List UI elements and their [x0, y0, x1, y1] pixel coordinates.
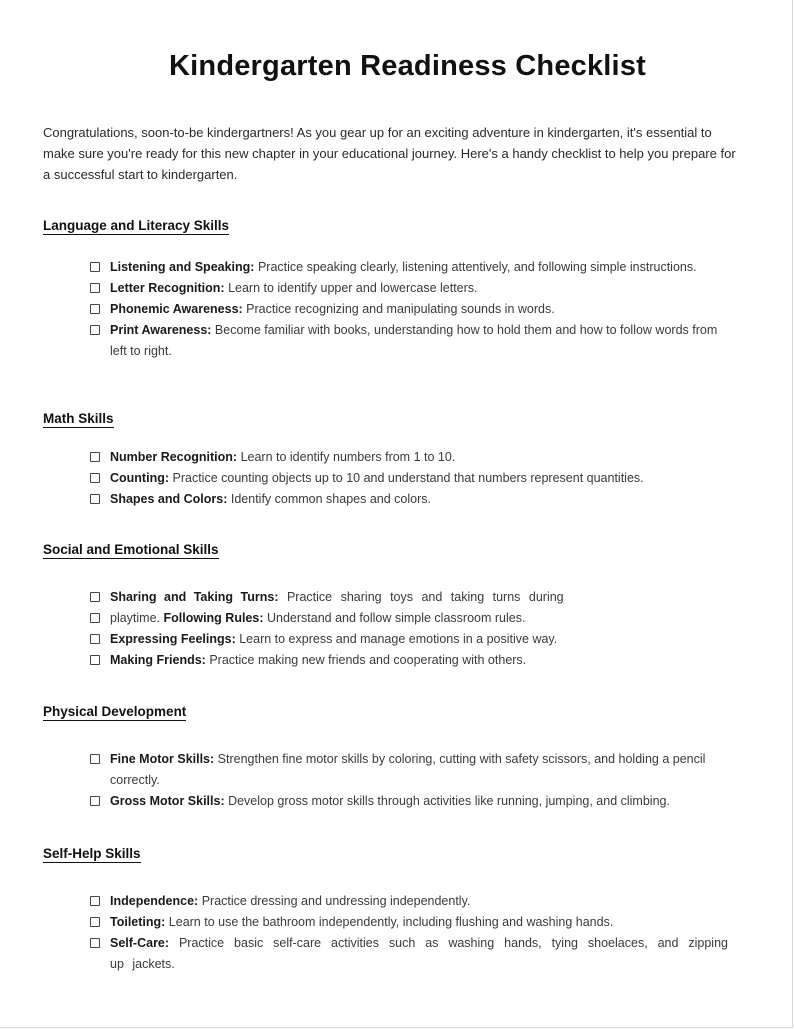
checkbox[interactable]	[90, 754, 100, 764]
item-description: Practice speaking clearly, listening attentively, and following simple instructions.	[254, 260, 697, 274]
item-label: Fine Motor Skills:	[110, 752, 215, 766]
checkbox[interactable]	[90, 262, 100, 272]
checklist-item	[88, 629, 728, 650]
checkbox[interactable]	[90, 613, 100, 623]
item-description: Strengthen fine motor skills by coloring, cutting with safety scissors, and holding a pencil correctly.	[110, 752, 706, 787]
checklist-item	[88, 278, 728, 299]
item-description: playtime.	[110, 611, 164, 625]
checkbox[interactable]	[90, 634, 100, 644]
item-label: Gross Motor Skills:	[110, 794, 225, 808]
item-label: Letter Recognition:	[110, 281, 225, 295]
section-social-emotional	[43, 541, 753, 671]
intro-paragraph: Congratulations, soon-to-be kindergartners! As you gear up for an exciting adventure in kindergarten, it's essential to make sure you're ready for this new chapter in your educational journey. Here's a handy checklist to help you prepare for a successful start to kindergarten.	[43, 125, 736, 182]
checklist	[88, 749, 728, 812]
checkbox[interactable]	[90, 494, 100, 504]
item-label: Listening and Speaking:	[110, 260, 255, 274]
checklist-item	[88, 608, 728, 629]
checkbox[interactable]	[90, 655, 100, 665]
section-heading: Math Skills	[43, 411, 114, 426]
section-language-literacy	[43, 217, 753, 362]
checklist	[88, 587, 728, 671]
checkbox[interactable]	[90, 283, 100, 293]
item-description: Practice recognizing and manipulating sounds in words.	[242, 302, 555, 316]
item-description: Practice making new friends and cooperating with others.	[205, 653, 527, 667]
checkbox[interactable]	[90, 938, 100, 948]
item-description: Practice counting objects up to 10 and understand that numbers represent quantities.	[169, 471, 644, 485]
section-physical-development	[43, 703, 753, 812]
checklist-item	[88, 468, 728, 489]
checklist-item	[88, 299, 728, 320]
item-label: Making Friends:	[110, 653, 206, 667]
item-label: Print Awareness:	[110, 323, 212, 337]
item-description: Practice sharing toys and taking turns during	[278, 590, 564, 604]
item-label: Number Recognition:	[110, 450, 238, 464]
item-description: Understand and follow simple classroom rules.	[263, 611, 526, 625]
item-label: Self-Care:	[110, 936, 170, 950]
checkbox[interactable]	[90, 917, 100, 927]
checklist-item	[88, 749, 728, 791]
checkbox[interactable]	[90, 796, 100, 806]
checkbox[interactable]	[90, 473, 100, 483]
item-description: Learn to identify numbers from 1 to 10.	[237, 450, 456, 464]
item-description: Learn to use the bathroom independently, including flushing and washing hands.	[165, 915, 614, 929]
section-math	[43, 410, 753, 510]
item-label: Phonemic Awareness:	[110, 302, 243, 316]
checklist-item	[88, 791, 728, 812]
item-label: Sharing and Taking Turns:	[110, 590, 279, 604]
item-description: Practice dressing and undressing independently.	[198, 894, 471, 908]
checklist-item	[88, 489, 728, 510]
item-description: Learn to identify upper and lowercase letters.	[224, 281, 478, 295]
checklist	[88, 891, 728, 975]
item-label: Toileting:	[110, 915, 166, 929]
checkbox[interactable]	[90, 592, 100, 602]
item-description: Identify common shapes and colors.	[227, 492, 431, 506]
item-description: Learn to express and manage emotions in a positive way.	[235, 632, 558, 646]
item-description: Develop gross motor skills through activities like running, jumping, and climbing.	[224, 794, 670, 808]
item-description: Practice basic self-care activities such as washing hands, tying shoelaces, and zipping up jackets.	[110, 936, 728, 971]
checkbox[interactable]	[90, 452, 100, 462]
item-label: Expressing Feelings:	[110, 632, 236, 646]
section-heading: Social and Emotional Skills	[43, 542, 219, 557]
section-heading: Language and Literacy Skills	[43, 218, 230, 233]
checklist-item	[88, 320, 728, 362]
checklist	[88, 447, 728, 510]
item-label: Shapes and Colors:	[110, 492, 228, 506]
checklist-item	[88, 650, 728, 671]
section-heading: Self-Help Skills	[43, 846, 141, 861]
checklist-item	[88, 891, 728, 912]
page-title: Kindergarten Readiness Checklist	[169, 50, 646, 82]
checkbox[interactable]	[90, 304, 100, 314]
checklist-item	[88, 933, 728, 975]
checklist-item	[88, 447, 728, 468]
checklist-item	[88, 587, 615, 608]
item-label: Following Rules:	[163, 611, 264, 625]
checklist-item	[88, 257, 728, 278]
checkbox[interactable]	[90, 896, 100, 906]
item-description: Become familiar with books, understanding how to hold them and how to follow words from left to right.	[110, 323, 718, 358]
item-label: Independence:	[110, 894, 199, 908]
checklist	[88, 257, 728, 362]
checkbox[interactable]	[90, 325, 100, 335]
section-heading: Physical Development	[43, 704, 187, 719]
section-self-help	[43, 845, 753, 975]
checklist-item	[88, 912, 728, 933]
item-label: Counting:	[110, 471, 170, 485]
